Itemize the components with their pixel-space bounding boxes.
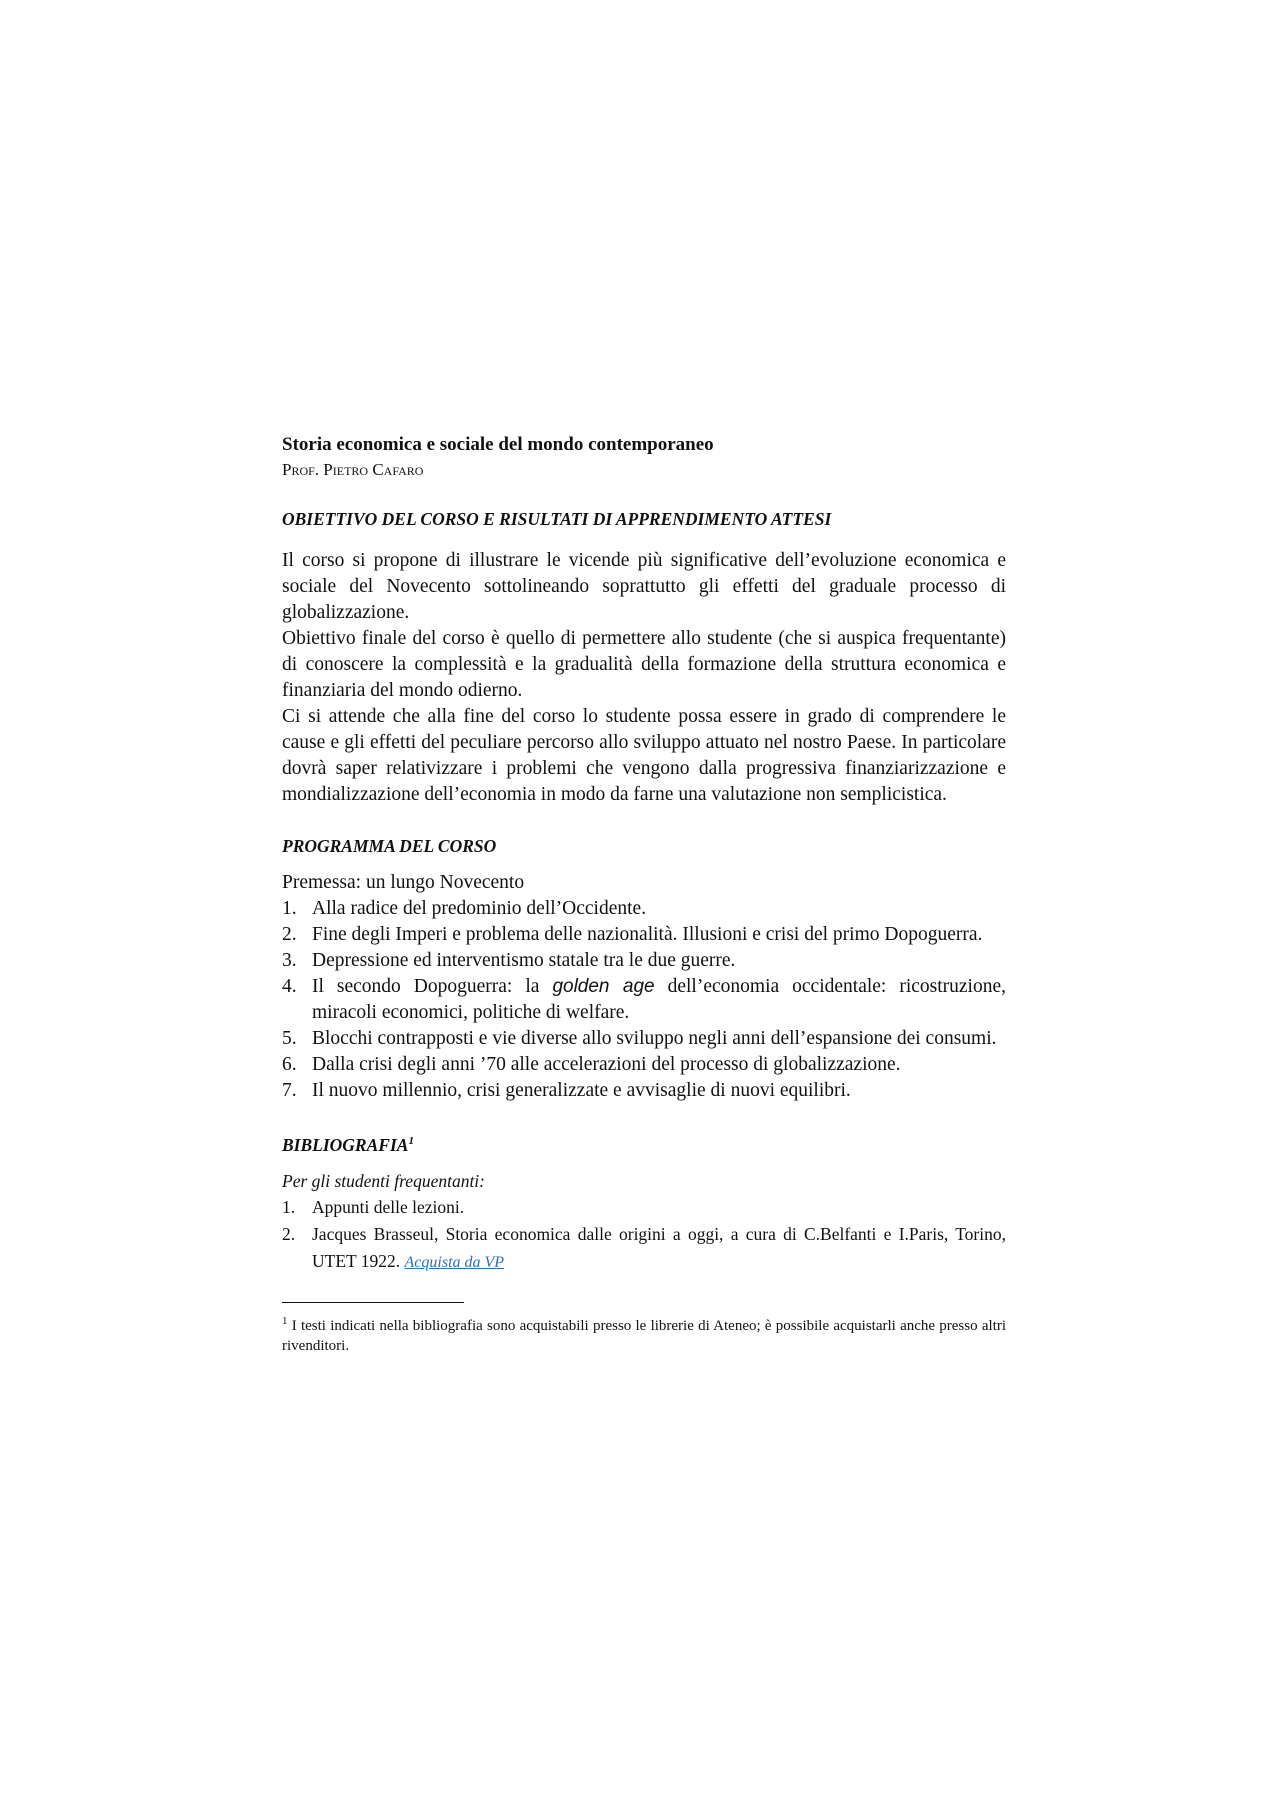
footnote: $^1$ I testi indicati nella bibliografia sono acquistabili presso le librerie di Ateneo; è possibile acquistarli anche presso altri rivenditori. (282, 1314, 1006, 1354)
bibliography-heading: BIBLIOGRAFIA$^1$ (282, 1134, 414, 1155)
program-item: 5. Blocchi contrapposti e vie diverse allo sviluppo negli anni dell’espansione dei consumi. (282, 1028, 997, 1049)
document-page (282, 431, 1006, 1356)
golden-age-term: golden age (552, 976, 655, 997)
program-intro: Premessa: un lungo Novecento (282, 872, 525, 893)
program-item: 7. Il nuovo millennio, crisi generalizzate e avvisaglie di nuovi equilibri. (282, 1080, 851, 1101)
program-heading: PROGRAMMA DEL CORSO (282, 836, 497, 856)
program-item: 3. Depressione ed interventismo statale tra le due guerre. (282, 950, 736, 971)
bibliography-list (282, 1194, 1006, 1276)
program-item: 4. Il secondo Dopoguerra: la golden age dell’economia occidentale: ricostruzione, miracoli economici, politiche di welfare. (282, 976, 1007, 1023)
footnote-number: 1 (282, 1314, 288, 1327)
objectives-heading: OBIETTIVO DEL CORSO E RISULTATI DI APPRENDIMENTO ATTESI (282, 509, 832, 529)
objectives-text (282, 548, 1006, 808)
bibliography-subheading: Per gli studenti frequentanti: (282, 1170, 486, 1191)
bibliography-item: 1. Appunti delle lezioni. (282, 1196, 465, 1217)
program-item: 1. Alla radice del predominio dell’Occidente. (282, 898, 647, 919)
course-title: Storia economica e sociale del mondo contemporaneo (282, 434, 714, 455)
program-item: 2. Fine degli Imperi e problema delle nazionalità. Illusioni e crisi del primo Dopoguerra. (282, 924, 983, 945)
program-list (282, 896, 1006, 1104)
objectives-paragraph: Il corso si propone di illustrare le vicende più significative dell’evoluzione economica e sociale del Novecento sottolineando soprattutto gli effetti del graduale processo di globalizzazione. (282, 550, 1006, 623)
buy-from-vp-link[interactable]: Acquista da VP (404, 1253, 505, 1271)
bibliography-item: 2. Jacques Brasseul, Storia economica dalle origini a oggi, a cura di C.Belfanti e I.Paris, Torino, UTET 1922. Acquista da VP (282, 1223, 1006, 1271)
program-item: 6. Dalla crisi degli anni ’70 alle accelerazioni del processo di globalizzazione. (282, 1054, 901, 1075)
objectives-paragraph: Ci si attende che alla fine del corso lo studente possa essere in grado di comprendere le cause e gli effetti del peculiare percorso allo sviluppo attuato nel nostro Paese. In particolare dovrà saper relativizzare i problemi che vengono dalla progressiva finanziarizzazione e mondializzazione dell’economia in modo da farne una valutazione non semplicistica. (282, 706, 1006, 805)
footnote-reference[interactable]: 1 (408, 1135, 414, 1147)
objectives-paragraph: Obiettivo finale del corso è quello di permettere allo studente (che si auspica frequentante) di conoscere la complessità e la gradualità della formazione della struttura economica e finanziaria del mondo odierno. (282, 628, 1006, 701)
course-author: Prof. Pietro Cafaro (282, 460, 424, 479)
